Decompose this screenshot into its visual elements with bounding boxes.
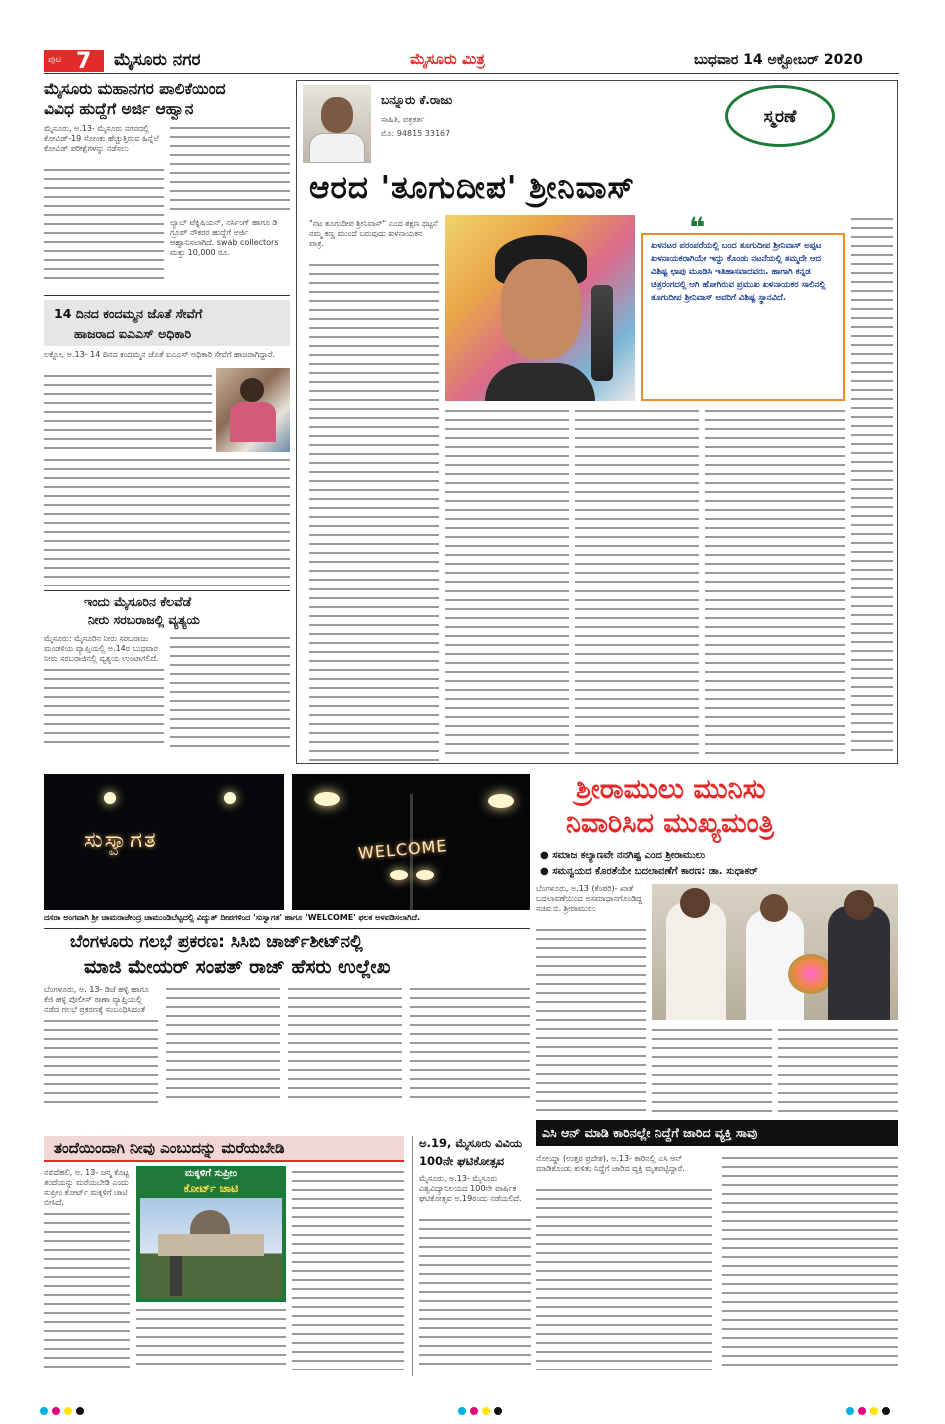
body-text xyxy=(292,1168,404,1370)
cm-meeting-photo xyxy=(652,884,898,1020)
headline-box xyxy=(44,300,290,346)
body-text xyxy=(44,456,290,586)
building-body xyxy=(158,1234,264,1256)
feature-article xyxy=(296,80,898,764)
face xyxy=(321,97,353,133)
light-dot xyxy=(224,792,236,804)
body-text xyxy=(722,1154,898,1370)
street-lamp xyxy=(488,794,514,808)
section-name: ಮೈಸೂರು ನಗರ xyxy=(114,50,201,70)
street-lamp xyxy=(390,870,408,880)
street-lamp xyxy=(416,870,434,880)
headline: ಮೈಸೂರು ಮಹಾನಗರ ಪಾಲಿಕೆಯಿಂದ xyxy=(44,80,226,98)
headline-bar xyxy=(44,1136,404,1162)
headline-bar xyxy=(536,1120,898,1146)
divider xyxy=(44,295,290,296)
body-text xyxy=(136,1306,286,1370)
body-text xyxy=(778,1026,898,1112)
author-photo xyxy=(303,85,371,163)
story-sriramulu xyxy=(536,774,898,1114)
story-car-ac-death xyxy=(536,1120,898,1376)
dateline: ಬೆಂಗಳೂರು, ಅ. 13- ಡಿಜೆ ಹಳ್ಳಿ ಹಾಗೂ ಕೆಜಿ ಹಳ್ಳಿ ಪೊಲೀಸ್ ಠಾಣಾ ವ್ಯಾಪ್ತಿಯಲ್ಲಿ ನಡೆದ ಗಲಭೆ ಪ್ರಕರಣಕ್ಕೆ ಸಂಬಂಧಿಸಿದಂತೆ xyxy=(44,985,149,1014)
lede-box xyxy=(303,215,443,761)
box-subtitle: ಕೋರ್ಟ್ ಚಾಟಿ xyxy=(183,1182,239,1195)
page-number-badge xyxy=(44,50,104,72)
pullquote-frame xyxy=(641,233,845,401)
headline: ಅ.19, ಮೈಸೂರು ವಿವಿಯ xyxy=(419,1136,523,1150)
person-figure xyxy=(230,402,276,442)
statue-icon xyxy=(170,1256,182,1296)
story-ias-officer xyxy=(44,300,290,590)
author-role: ಸಾಹಿತಿ, ಪತ್ರಕರ್ತ xyxy=(381,115,425,124)
divider xyxy=(44,590,290,591)
pullquote-text: ಖಳನಟರ ಪರಂಪರೆಯಲ್ಲಿ ಬಂದ ತೂಗುದೀಪ ಶ್ರೀನಿವಾಸ್ ಅಪ್ಪಟ ಖಳನಾಯಕರಾಗಿಯೇ ಇದ್ದು ಕೊಂಡು ನಟನೆಯಲ್ಲಿ ತಮ್ಮದೇ ಆದ ವಿಶಿಷ್ಟ ಛಾಪು ಮೂಡಿಸಿ ಇತಿಹಾಸವಾದವರು. ಹಾಗಾಗಿ ಕನ್ನಡ ಚಿತ್ರರಂಗದಲ್ಲಿ ಆಗಿ ಹೋಗಿರುವ ಪ್ರಮುಖ ಖಳನಾಯಕರ ಸಾಲಿನಲ್ಲಿ ತೂಗುದೀಪ ಶ್ರೀನಿವಾಸ್ ಅವರಿಗೆ ವಿಶಿಷ್ಟ ಸ್ಥಾನವಿದೆ. xyxy=(651,241,826,303)
dateline: ನವದೆಹಲಿ, ಅ. 13- ಜನ್ಮ ಕೊಟ್ಟ ತಂದೆಯನ್ನು ಮರೆಯಬೇಡಿ ಎಂದು ಸುಪ್ರೀಂ ಕೋರ್ಟ್ ಮಕ್ಕಳಿಗೆ ಚಾಟಿ ಬೀಸಿದೆ. xyxy=(44,1168,130,1207)
story-supreme-court xyxy=(44,1136,404,1376)
headline: 100ನೇ ಘಟಿಕೋತ್ಸವ xyxy=(419,1154,505,1168)
body-text xyxy=(536,1186,712,1370)
body-text xyxy=(536,926,646,1112)
lamp-icon xyxy=(591,285,613,381)
author-name: ಬನ್ನೂರು ಕೆ.ರಾಜು xyxy=(381,93,453,107)
story-corporation-jobs xyxy=(44,80,290,290)
shirt xyxy=(309,133,365,163)
lede: "ನಟ ತೂಗುದೀಪ ಶ್ರೀನಿವಾಸ್" ಎಂದ ತಕ್ಷಣ ಥಟ್ಟನೆ ನಮ್ಮ ಕಣ್ಣ ಮುಂದೆ ಬರುವುದು ಖಳನಾಯಕನ ಪಾತ್ರ. xyxy=(309,219,438,248)
dateline: ಮೈಸೂರು: ಮೈಸೂರಿನ ನೀರು ಸರಬರಾಜು ಮಂಡಳಿಯ ವ್ಯಾಪ್ತಿಯಲ್ಲಿ ಅ.14ರ ಬುಧವಾರ ನೀರು ಸರಬರಾಜಿನಲ್ಲಿ ವ್ಯತ್ಯಯ ಉಂಟಾಗಲಿದೆ. xyxy=(44,634,159,663)
welcome-sign-english: WELCOME xyxy=(357,836,449,863)
page-no: 7 xyxy=(76,49,92,74)
headline: ಬೆಂಗಳೂರು ಗಲಭೆ ಪ್ರಕರಣ: ಸಿಸಿಬಿ ಚಾರ್ಜ್‌ಶೀಟ್‌ನಲ್ಲಿ xyxy=(70,932,363,952)
headline: 14 ದಿನದ ಕಂದಮ್ಮನ ಜೊತೆ ಸೇವೆಗೆ xyxy=(54,306,203,321)
story-water-supply xyxy=(44,594,290,754)
headline: ಎಸಿ ಆನ್ ಮಾಡಿ ಕಾರಿನಲ್ಲೇ ನಿದ್ದೆಗೆ ಜಾರಿದ ವ್ಯಕ್ತಿ ಸಾವು xyxy=(542,1125,758,1140)
dome-icon xyxy=(190,1210,230,1236)
registration-dots xyxy=(40,1400,120,1410)
body-text xyxy=(44,166,164,286)
page-no-label: ಪುಟ xyxy=(48,55,62,65)
welcome-sign-kannada: ಸುಸ್ವಾಗತ xyxy=(84,828,158,853)
body-text xyxy=(166,985,280,1103)
headline: ವಿವಿಧ ಹುದ್ದೆಗೆ ಅರ್ಜಿ ಆಹ್ವಾನ xyxy=(44,100,194,118)
page-header xyxy=(44,48,899,74)
dateline: ಬೆಂಗಳೂರು, ಅ.13 (ಕೆಂಪರಿ)- ಖಾತೆ ಬದಲಾವಣೆಯಿಂದ ಅಸಮಾಧಾನಗೊಂಡಿದ್ದ ಸಚಿವ ಬಿ. ಶ್ರೀರಾಮುಲು xyxy=(536,884,643,913)
bullet-text: ಸಮಾಜ ಕಲ್ಯಾಣವೇ ನನಗಿಷ್ಟ ಎಂದ ಶ್ರೀರಾಮುಲು xyxy=(552,850,706,861)
issue-date: ಬುಧವಾರ 14 ಅಕ್ಟೋಬರ್ 2020 xyxy=(694,52,863,68)
headline: ಮಾಜಿ ಮೇಯರ್ ಸಂಪತ್ ರಾಜ್ ಹೆಸರು ಉಲ್ಲೇಖ xyxy=(84,956,391,978)
person-figure xyxy=(666,902,726,1020)
headline: ತಂದೆಯಿಂದಾಗಿ ನೀವು ಎಂಬುದನ್ನು ಮರೆಯಬೇಡಿ xyxy=(54,1139,285,1157)
bullet-point: ● ಸಮನ್ವಯದ ಕೊರತೆಯೇ ಬದಲಾವಣೆಗೆ ಕಾರಣ: ಡಾ. ಸುಧಾಕರ್ xyxy=(540,866,758,877)
body-text xyxy=(170,124,290,214)
headline: ನೀರು ಸರಬರಾಜಲ್ಲಿ ವ್ಯತ್ಯಯ xyxy=(88,612,200,627)
person-head xyxy=(844,890,874,920)
body-text xyxy=(309,261,439,761)
street-lamp xyxy=(314,792,340,806)
masthead-logo: ಮೈಸೂರು ಮಿತ್ರ xyxy=(410,50,485,68)
quote-mark-icon: ❝ xyxy=(689,211,706,244)
body-text xyxy=(44,1017,158,1103)
body-text xyxy=(44,666,164,750)
headline: ಇಂದು ಮೈಸೂರಿನ ಕೆಲವೆಡೆ xyxy=(84,594,192,609)
dateline: ಮೈಸೂರು, ಅ.13- ಮೈಸೂರು ನಗರದಲ್ಲಿ ಕೋವಿಡ್-19 ಸೋಂಕು ಹೆಚ್ಚುತ್ತಿರುವ ಹಿನ್ನೆಲೆ ಕೋವಿಡ್ ಪರೀಕ್ಷೆಗಳನ್ನು ನಡೆಸಲು xyxy=(44,124,159,153)
pullquote-box xyxy=(641,211,845,401)
body-text xyxy=(44,1210,130,1370)
badge-label: ಸ್ಮರಣೆ xyxy=(763,107,797,127)
registration-dots xyxy=(846,1400,926,1410)
body-text xyxy=(410,985,530,1103)
person-head xyxy=(760,894,788,922)
bullet-text: ಸಮನ್ವಯದ ಕೊರತೆಯೇ ಬದಲಾವಣೆಗೆ ಕಾರಣ: ಡಾ. ಸುಧಾಕರ್ xyxy=(552,866,758,877)
court-building-photo xyxy=(140,1198,282,1298)
light-dot xyxy=(104,792,116,804)
body-text xyxy=(419,1216,531,1370)
story-university xyxy=(412,1136,530,1376)
portrait-collar xyxy=(485,363,595,401)
officer-photo xyxy=(216,368,290,452)
body-text xyxy=(851,215,893,757)
author-phone: ಮೊ: 94815 33167 xyxy=(381,129,451,138)
body-text xyxy=(445,407,569,757)
bullet-point: ● ಸಮಾಜ ಕಲ್ಯಾಣವೇ ನನಗಿಷ್ಟ ಎಂದ ಶ್ರೀರಾಮುಲು xyxy=(540,850,706,861)
body-text xyxy=(575,407,699,757)
box-title: ಮಕ್ಕಳಿಗೆ ಸುಪ್ರೀಂ xyxy=(184,1168,238,1179)
body-text xyxy=(288,985,402,1103)
dateline: ಲಕ್ನೋ, ಅ.13- 14 ದಿನದ ಕಂದಮ್ಮನ ಜೊತೆ ಐಎಎಸ್ ಅಧಿಕಾರಿ ಸೇವೆಗೆ ಹಾಜರಾಗಿದ್ದಾರೆ. xyxy=(44,350,276,359)
person-figure xyxy=(828,906,890,1020)
headline: ನಿವಾರಿಸಿದ ಮುಖ್ಯಮಂತ್ರಿ xyxy=(566,808,775,839)
person-head xyxy=(680,888,710,918)
actor-portrait xyxy=(445,215,635,401)
body-text xyxy=(170,634,290,750)
body-text xyxy=(705,407,845,757)
body-text xyxy=(652,1026,772,1112)
night-photo-welcome xyxy=(292,774,530,910)
night-photo-sign xyxy=(44,774,284,910)
body-text xyxy=(44,372,212,452)
dateline: ನೋಯ್ಡಾ (ಉತ್ತರ ಪ್ರದೇಶ), ಅ.13- ಕಾರಿನಲ್ಲಿ ಎಸಿ ಆನ್ ಮಾಡಿಕೊಂಡು ಕುಳಿತು ನಿದ್ದೆಗೆ ಜಾರಿದ ವ್ಯಕ್ತಿ ಮೃತಪಟ್ಟಿದ್ದಾರೆ. xyxy=(536,1154,685,1173)
feature-title: ಆರದ 'ತೂಗುದೀಪ' ಶ್ರೀನಿವಾಸ್ xyxy=(309,170,635,206)
portrait-face xyxy=(501,259,581,359)
court-photo-box xyxy=(136,1166,286,1302)
smarane-badge xyxy=(725,85,835,147)
story-bengaluru-riot xyxy=(44,928,530,1108)
headline: ಶ್ರೀರಾಮುಲು ಮುನಿಸು xyxy=(576,774,766,805)
photo-caption: ದಸರಾ ಅಂಗವಾಗಿ ಶ್ರೀ ಚಾಮರಾಜೇಂದ್ರ ಚಾಮುಂಡಿಬೆಟ್ಟದಲ್ಲಿ ವಿದ್ಯುತ್ ದೀಪಗಳಿಂದ 'ಸುಸ್ವಾಗತ' ಹಾಗೂ 'WELCOME' ಫಲಕ ಅಳವಡಿಸಲಾಗಿದೆ. xyxy=(44,913,421,922)
snippet: ಲ್ಯಾಬ್ ಟೆಕ್ನಿಷಿಯನ್, ನರ್ಸಿಂಗ್ ಹಾಗೂ ಡಿ ಗ್ರೂಪ್ ನೌಕರರ ಹುದ್ದೆಗೆ ಅರ್ಜಿ ಆಹ್ವಾನಿಸಲಾಗಿದೆ. swab collectors ಮತ್ತು 10,000 ರೂ. xyxy=(170,218,279,257)
registration-dots xyxy=(458,1400,538,1410)
person-figure xyxy=(240,378,264,402)
dateline: ಮೈಸೂರು, ಅ.13- ಮೈಸೂರು ವಿಶ್ವವಿದ್ಯಾನಿಲಯದ 100ನೇ ವಾರ್ಷಿಕ ಘಟಿಕೋತ್ಸವ ಅ.19ರಂದು ನಡೆಯಲಿದೆ. xyxy=(419,1174,522,1203)
headline: ಹಾಜರಾದ ಐಎಎಸ್ ಅಧಿಕಾರಿ xyxy=(74,326,192,341)
